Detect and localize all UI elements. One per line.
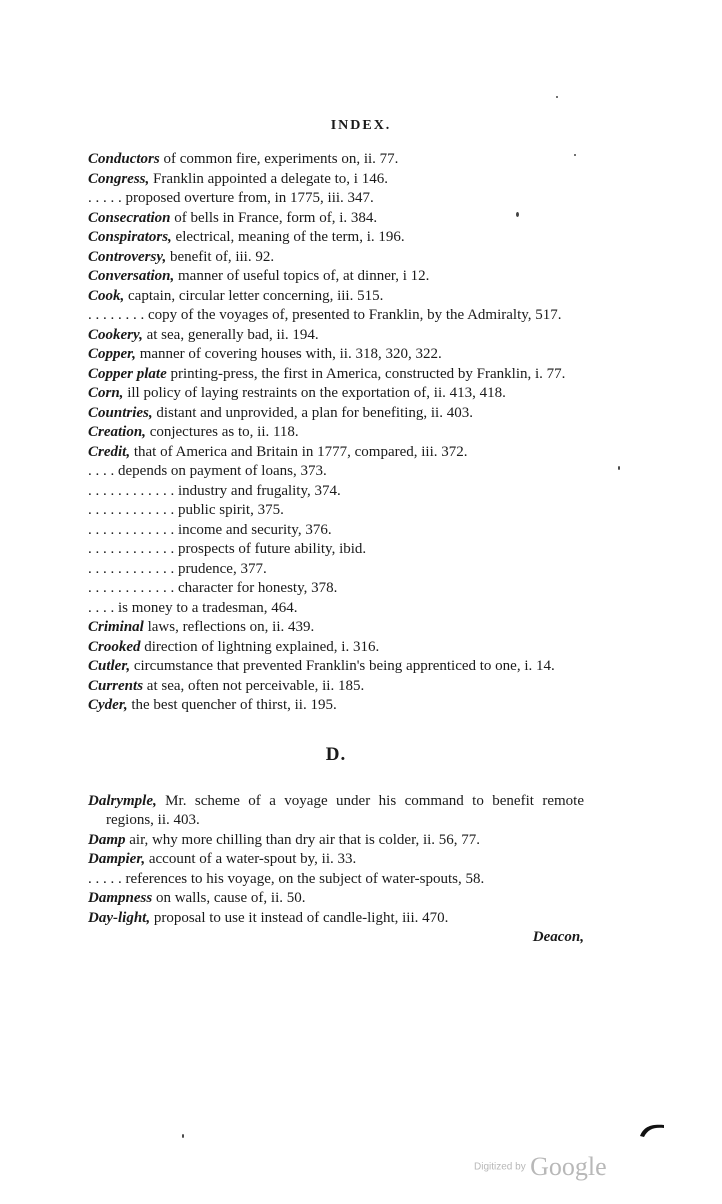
index-entry (88, 850, 584, 870)
index-entry (88, 443, 584, 463)
index-entries (88, 150, 584, 948)
entry-text: . . . . depends on payment of loans, 373. (88, 463, 327, 479)
entry-text: . . . . is money to a tradesman, 464. (88, 599, 298, 616)
entry-text: account of a water-spout by, ii. 33. (145, 851, 357, 867)
entry-term: Cookery, (88, 326, 143, 343)
watermark-brand: Google (530, 1152, 607, 1181)
index-entry (88, 365, 584, 385)
watermark-prefix: Digitized by (474, 1161, 526, 1173)
entry-text: that of America and Britain in 1777, compared, iii. 372. (130, 443, 468, 460)
entry-text: direction of lightning explained, i. 316. (140, 638, 380, 655)
index-entry (88, 209, 584, 229)
index-entry (88, 657, 584, 677)
entry-term: Credit, (88, 443, 131, 460)
entry-term: Criminal (88, 619, 144, 635)
entry-term: Corn, (88, 385, 124, 401)
ink-mark-icon (638, 1122, 666, 1138)
entry-term: Crooked (88, 638, 141, 655)
index-entry (88, 482, 584, 502)
entry-text: captain, circular letter concerning, iii. 515. (124, 287, 384, 304)
entry-text: . . . . . . . . . . . . prospects of future ability, ibid. (88, 541, 367, 557)
index-entry (88, 287, 584, 307)
entry-text: distant and unprovided, a plan for benefiting, ii. 403. (152, 404, 473, 421)
entry-text: . . . . . . . . copy of the voyages of, presented to Franklin, by the Admiralty, 517. (88, 307, 562, 323)
entry-text: ill policy of laying restraints on the exportation of, ii. 413, 418. (123, 385, 506, 401)
entry-text: . . . . . proposed overture from, in 1775, iii. 347. (88, 190, 374, 206)
index-entry (88, 696, 584, 716)
entry-text: . . . . . . . . . . . . income and security, 376. (88, 521, 332, 538)
index-entry (88, 404, 584, 424)
index-entry (88, 326, 584, 346)
index-entry (88, 501, 584, 521)
ink-speck (574, 154, 576, 156)
entry-text: proposal to use it instead of candle-light, iii. 470. (150, 909, 449, 926)
index-entry (88, 345, 584, 365)
index-entry (88, 560, 584, 580)
index-entry (88, 677, 584, 697)
index-entry (88, 889, 584, 909)
ink-speck (516, 212, 519, 217)
catchword: Deacon, (532, 929, 584, 945)
entry-text: . . . . . . . . . . . . industry and frugality, 374. (88, 482, 341, 499)
entry-term: Dampness (88, 890, 153, 906)
index-entry (88, 248, 584, 268)
ink-speck (182, 1134, 184, 1138)
entry-term: Conversation, (88, 268, 175, 284)
entry-text: benefit of, iii. 92. (166, 248, 275, 265)
entry-text: Mr. scheme of a voyage under his command to benefit remote regions, ii. 403. (106, 792, 584, 828)
section-letter-d: D. (325, 743, 347, 765)
entry-text: . . . . . . . . . . . . public spirit, 375. (88, 502, 284, 518)
index-entry (88, 170, 584, 190)
entry-term: Cutler, (88, 658, 131, 674)
index-entry (88, 423, 584, 443)
index-entry (88, 579, 584, 599)
entry-term: Copper, (88, 346, 136, 362)
entry-text: printing-press, the first in America, constructed by Franklin, i. 77. (166, 365, 566, 382)
index-entry (88, 909, 584, 929)
entry-text: circumstance that prevented Franklin's being apprenticed to one, i. 14. (130, 658, 555, 674)
entry-text: at sea, often not perceivable, ii. 185. (143, 677, 365, 694)
entry-term: Copper plate (88, 365, 167, 382)
section-d-entries (88, 792, 584, 929)
entry-text: of bells in France, form of, i. 384. (170, 209, 378, 226)
google-watermark (474, 1152, 607, 1182)
entry-text: at sea, generally bad, ii. 194. (142, 326, 319, 343)
page-header: INDEX. (330, 118, 392, 133)
index-entry (88, 599, 584, 619)
entry-term: Congress, (88, 170, 150, 187)
index-entry (88, 306, 584, 326)
entry-text: manner of useful topics of, at dinner, i 12. (174, 268, 430, 284)
entry-text: . . . . . references to his voyage, on the subject of water-spouts, 58. (88, 870, 485, 887)
index-entry (88, 540, 584, 560)
index-entry (88, 267, 584, 287)
index-entry (88, 384, 584, 404)
entry-text: air, why more chilling than dry air that is colder, ii. 56, 77. (125, 831, 481, 848)
index-entry (88, 618, 584, 638)
index-entry (88, 638, 584, 658)
entry-text: Franklin appointed a delegate to, i 146. (149, 170, 388, 187)
entry-text: . . . . . . . . . . . . character for honesty, 378. (88, 580, 338, 596)
entry-text: . . . . . . . . . . . . prudence, 377. (88, 560, 267, 577)
entry-term: Dampier, (88, 851, 146, 867)
entry-text: electrical, meaning of the term, i. 196. (171, 229, 405, 245)
entry-term: Dalrymple, (88, 792, 157, 809)
entry-text: manner of covering houses with, ii. 318, 320, 322. (135, 346, 442, 362)
index-entry (88, 228, 584, 248)
entry-text: on walls, cause of, ii. 50. (152, 890, 306, 906)
ink-speck (556, 96, 558, 98)
index-entry (88, 521, 584, 541)
index-entry (88, 150, 584, 170)
entry-text: laws, reflections on, ii. 439. (143, 619, 315, 635)
index-entry (88, 831, 584, 851)
entry-term: Conspirators, (88, 229, 172, 245)
index-entry (88, 792, 584, 831)
entry-term: Cyder, (88, 697, 128, 713)
entry-text: the best quencher of thirst, ii. 195. (127, 697, 337, 713)
entry-term: Countries, (88, 404, 153, 421)
entry-text: conjectures as to, ii. 118. (145, 424, 299, 440)
entry-term: Consecration (88, 209, 171, 226)
ink-speck (618, 466, 620, 470)
entry-term: Day-light, (88, 909, 151, 926)
entry-term: Creation, (88, 424, 146, 440)
section-c-entries (88, 150, 584, 716)
entry-term: Damp (88, 831, 126, 848)
index-entry (88, 462, 584, 482)
entry-text: of common fire, experiments on, ii. 77. (159, 151, 399, 167)
entry-term: Controversy, (88, 248, 167, 265)
index-entry (88, 189, 584, 209)
entry-term: Currents (88, 677, 144, 694)
entry-term: Conductors (88, 151, 160, 167)
index-entry (88, 870, 584, 890)
entry-term: Cook, (88, 287, 125, 304)
